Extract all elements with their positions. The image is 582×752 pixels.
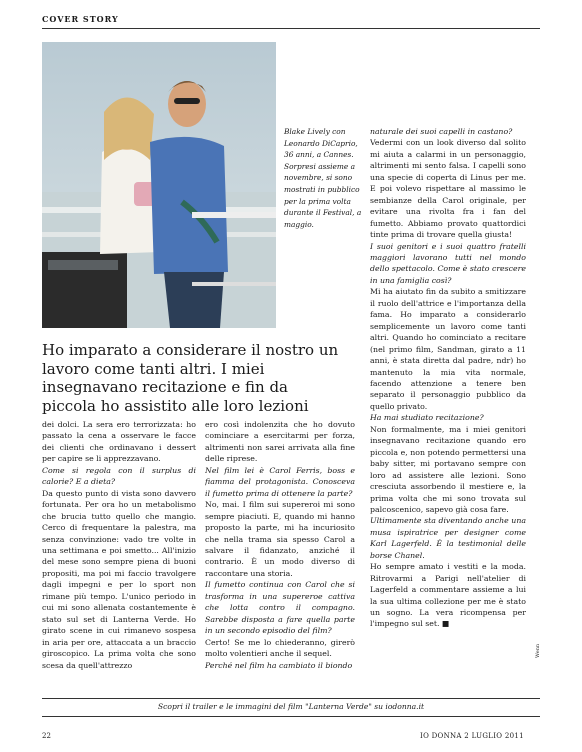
interview-question: Nel film lei è Carol Ferris, boss e fiamma del protagonista. Conosceva il fumetto prima di ottenere la parte? bbox=[205, 465, 355, 498]
interview-answer: Certo! Se me lo chiederanno, girerò molto volentieri anche il sequel. bbox=[205, 637, 355, 659]
footer-rule-bottom bbox=[42, 716, 540, 717]
interview-answer: Da questo punto di vista sono davvero fortunata. Per ora ho un metabolismo che brucia tutto quello che mangio. Cerco di frequentare la palestra, ma senza convinzione: vado tre volte in una settimana e poi smetto... All'inizio del mese sono sempre piena di buoni propositi, ma poi mi faccio travolgere dagli impegni e per lo sport non rimane più tempo. L'unico periodo in cui mi sono allenata costantemente è stato sul set di Lanterna Verde. Ho girato scene in cui rimanevo sospesa in aria per ore, attaccata a un braccio giroscopico. La prima volta che sono scesa da quell'attrezzo bbox=[42, 488, 196, 670]
article-column-1 bbox=[42, 419, 196, 703]
page-number: 22 bbox=[42, 732, 51, 740]
interview-question: Il fumetto continua con Carol che si trasforma in una supereroe cattiva che lotta contro il compagno. Sarebbe disposta a fare quella parte in un secondo episodio del film? bbox=[205, 580, 355, 636]
article-column-3 bbox=[370, 126, 526, 704]
article-column-2 bbox=[205, 419, 355, 703]
photo-caption: Blake Lively con Leonardo DiCaprio, 36 anni, a Cannes. Sorpresi assieme a novembre, si sono mostrati in pubblico per la prima volta durante il Festival, a maggio. bbox=[284, 127, 362, 229]
interview-answer: ero così indolenzita che ho dovuto cominciare a esercitarmi per forza, altrimenti non sarei arrivata alla fine delle riprese. bbox=[205, 420, 355, 464]
header-rule bbox=[42, 28, 540, 29]
footer-rule-top bbox=[42, 698, 540, 699]
interview-answer: dei dolci. La sera ero terrorizzata: ho passato la cena a osservare le facce dei clienti che ordinavano i dessert per capire se li apprezzavano. bbox=[42, 420, 196, 464]
photo-credit: Wenn bbox=[535, 643, 541, 658]
interview-question: Ha mai studiato recitazione? bbox=[370, 413, 484, 423]
interview-answer: No, mai. I film sui supereroi mi sono sempre piaciuti. E, quando mi hanno proposto la parte, mi ha incuriosito che nella trama sia spesso Carol a salvare il fidanzato, anziché il contrario. È un modo diverso di raccontare una storia. bbox=[205, 500, 355, 578]
section-label: COVER STORY bbox=[42, 14, 119, 24]
interview-answer: Mi ha aiutato fin da subito a smitizzare il ruolo dell'attrice e l'importanza della fama. Ho imparato a considerarlo semplicemente un lavoro come tanti altri. Quando ho cominciato a recitare (nel primo film, Sandman, girato a 11 anni, è stata diretta dal padre, ndr) ho mantenuto la mia vita normale, facendo attenzione a tenere ben separato il personaggio pubblico da quello privato. bbox=[370, 287, 526, 411]
promo-line: Scopri il trailer e le immagini del film "Lanterna Verde" su iodonna.it bbox=[157, 702, 425, 711]
issue-info: IO DONNA 2 LUGLIO 2011 bbox=[420, 732, 524, 740]
interview-question: Come si regola con il surplus di calorie? E a dieta? bbox=[42, 465, 196, 487]
interview-question: Perché nel film ha cambiato il biondo bbox=[205, 660, 353, 670]
interview-question: Ultimamente sta diventando anche una musa ispiratrice per designer come Karl Lagerfeld. È la testimonial delle borse Chanel. bbox=[370, 516, 526, 560]
interview-question: I suoi genitori e i suoi quattro fratelli maggiori lavorano tutti nel mondo dello spettacolo. Come è stato crescere in una famiglia così? bbox=[370, 241, 526, 285]
pull-quote: Ho imparato a considerare il nostro un lavoro come tanti altri. I miei insegnavano recitazione e fin da piccola ho assistito alle loro lezioni bbox=[42, 341, 339, 415]
interview-question: naturale dei suoi capelli in castano? bbox=[370, 127, 513, 136]
interview-answer: Ho sempre amato i vestiti e la moda. Ritrovarmi a Parigi nell'atelier di Lagerfeld a commentare assieme a lui la sua ultima collezione per me è stato un sogno. La vera ricompensa per l'impegno sul set. ■ bbox=[370, 562, 526, 629]
interview-answer: Vedermi con un look diverso dal solito mi aiuta a calarmi in un personaggio, altrimenti mi sento falsa. I capelli sono una specie di coperta di Linus per me. E poi volevo rispettare al massimo le sembianze della Carol originale, per evitare una rivolta fra i fan del fumetto. Abbiamo provato quattordici tinte prima di trovare quella giusta! bbox=[370, 138, 526, 240]
interview-answer: Non formalmente, ma i miei genitori insegnavano recitazione quando ero piccola e, non potendo permettersi una baby sitter, mi portavano sempre con loro ad assistere alle lezioni. Sono cresciuta assorbendo il mestiere e, la prima volta che mi sono trovata sul palcoscenico, sapevo già cosa fare. bbox=[370, 424, 526, 514]
cover-photo bbox=[42, 42, 276, 328]
